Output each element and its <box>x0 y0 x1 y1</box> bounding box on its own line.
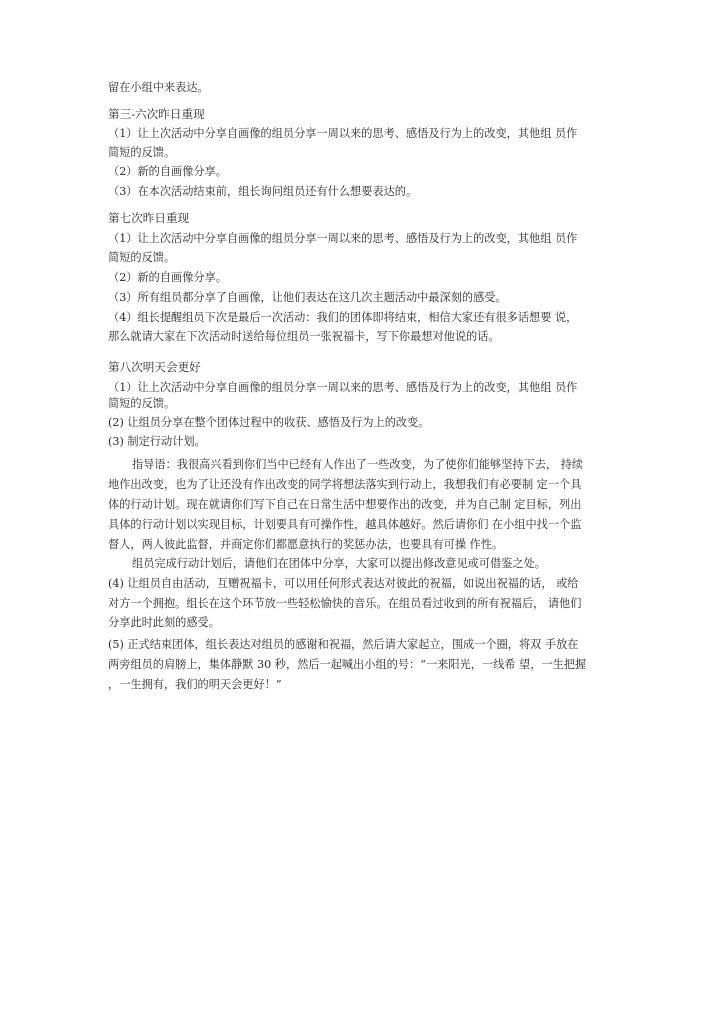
section-8-line: 体的行动计划。现在就请你们写下自己在日常生活中想要作出的改变，并为自己制 定目标，列出 <box>108 498 582 511</box>
section-8-line: (3) 制定行动计划。 <box>108 435 206 448</box>
section-8-line: 具体的行动计划以实现目标，计划要具有可操作性，越具体越好。然后请你们 在小组中找一个监 <box>108 518 582 531</box>
section-7-line: （4）组长提醒组员下次是最后一次活动：我们的团体即将结束，相信大家还有很多话想要 说， <box>108 311 578 324</box>
section-8-line: (5) 正式结束团体，组长表达对组员的感谢和祝福，然后请大家起立，围成一个圈，将双 手放在 <box>108 638 579 651</box>
section-8-line: 地作出改变，也为了让还没有作出改变的同学将想法落实到行动上，我想我们有必要制 定一个具 <box>108 478 582 491</box>
section-7-line: 那么就请大家在下次活动时送给每位组员一张祝福卡，写下你最想对他说的话。 <box>108 330 500 343</box>
section-heading-8: 第八次明天会更好 <box>108 360 201 374</box>
section-8-line: 对方一个拥抱。组长在这个环节放一些轻松愉快的音乐。在组员看过收到的所有祝福后， 请他们 <box>108 597 582 610</box>
section-8-line: （1）让上次活动中分享自画像的组员分享一周以来的思考、感悟及行为上的改变，其他组 员作 <box>108 381 578 394</box>
section-7-line: （2）新的自画像分享。 <box>108 271 227 284</box>
intro-line: 留在小组中来表达。 <box>108 81 209 94</box>
section-8-line: 组员完成行动计划后，请他们在团体中分享，大家可以提出修改意见或可借鉴之处。 <box>132 557 546 570</box>
section-3-6-line: （1）让上次活动中分享自画像的组员分享一周以来的思考、感悟及行为上的改变，其他组 员作 <box>108 127 578 140</box>
section-heading-3-6: 第三-六次昨日重现 <box>108 107 205 121</box>
section-3-6-line: 简短的反馈。 <box>108 146 176 159</box>
section-8-line: (2) 让组员分享在整个团体过程中的收获、感悟及行为上的改变。 <box>108 416 430 429</box>
section-8-line: 督人，两人彼此监督，并商定你们都愿意执行的奖惩办法，也要具有可操 作性。 <box>108 538 504 551</box>
section-7-line: （1）让上次活动中分享自画像的组员分享一周以来的思考、感悟及行为上的改变，其他组 员作 <box>108 232 578 245</box>
section-7-line: （3）所有组员都分享了自画像，让他们表达在这几次主题活动中最深刻的感受。 <box>108 291 507 304</box>
section-3-6-line: （3）在本次活动结束前，组长询问组员还有什么想要表达的。 <box>108 185 418 198</box>
section-8-line: 分享此时此刻的感受。 <box>108 616 220 629</box>
section-8-line: 简短的反馈。 <box>108 397 176 410</box>
section-7-line: 简短的反馈。 <box>108 251 176 264</box>
section-heading-7: 第七次昨日重现 <box>108 211 190 225</box>
section-3-6-line: （2）新的自画像分享。 <box>108 165 227 178</box>
section-8-line: 两旁组员的肩膀上，集体静默 30 秒，然后一起喊出小组的号：“一来阳光，一线希 望，一生把握 <box>108 658 587 671</box>
section-8-line: 指导语：我很高兴看到你们当中已经有人作出了一些改变，为了使你们能够坚持下去， 持续 <box>132 458 584 471</box>
section-8-line: ，一生拥有，我们的明天会更好！” <box>108 678 282 691</box>
section-8-line: (4) 让组员自由活动，互赠祝福卡，可以用任何形式表达对彼此的祝福，如说出祝福的话， 或给 <box>108 577 579 590</box>
